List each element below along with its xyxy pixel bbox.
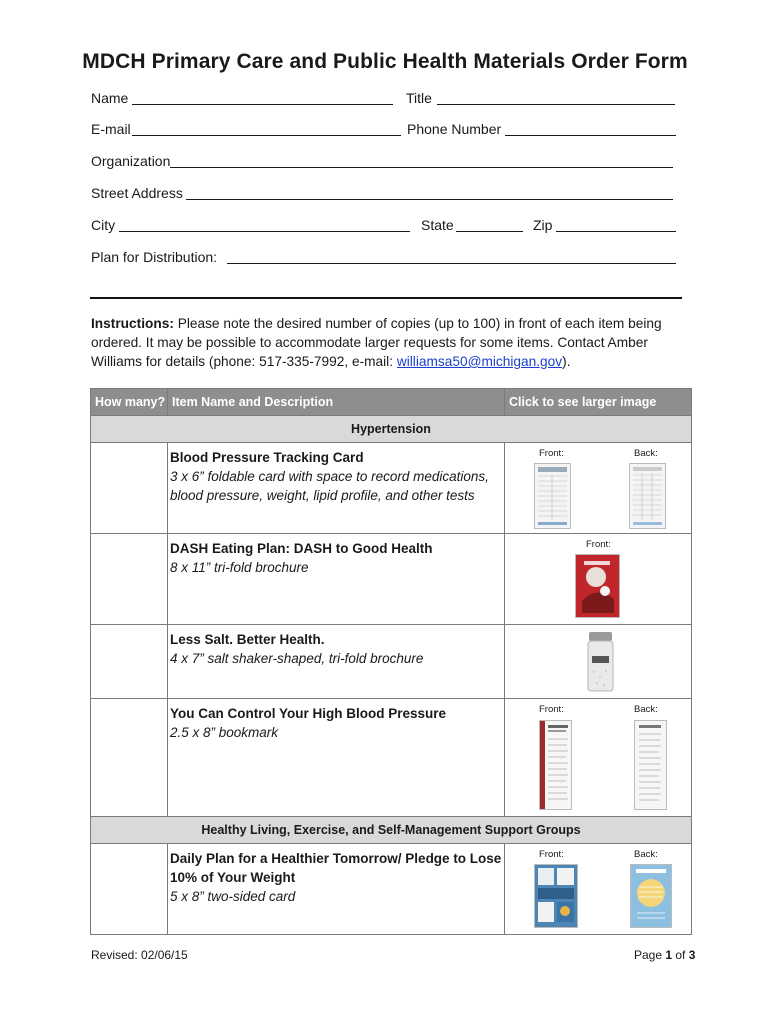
item-description: 5 x 8” two-sided card	[170, 889, 296, 904]
table-header-row	[91, 389, 692, 416]
category-healthy-living: Healthy Living, Exercise, and Self-Management Support Groups	[91, 817, 692, 844]
contact-email-link[interactable]: williamsa50@michigan.gov	[396, 354, 563, 369]
page-title: MDCH Primary Care and Public Health Materials Order Form	[82, 50, 688, 73]
item-cell	[168, 443, 505, 534]
item-name: Daily Plan for a Healthier Tomorrow/ Pledge to Lose 10% of Your Weight	[170, 851, 502, 885]
bookmark-back-image	[635, 721, 666, 809]
email-label: E-mail	[91, 121, 131, 137]
page-number	[634, 948, 695, 962]
revised-date: Revised: 02/06/15	[91, 948, 188, 962]
item-description: 2.5 x 8” bookmark	[170, 725, 279, 740]
table-row	[91, 844, 692, 935]
plan-field[interactable]	[227, 249, 676, 264]
image-cell	[505, 699, 692, 817]
section-divider	[90, 297, 682, 299]
salt-shaker-thumbnail[interactable]	[585, 630, 616, 693]
tracking-card-front-image	[535, 464, 570, 528]
phone-field[interactable]	[505, 121, 676, 136]
bookmark-front-image	[540, 721, 571, 809]
back-label: Back:	[634, 704, 658, 715]
zip-label: Zip	[533, 217, 553, 233]
dash-brochure-thumbnail[interactable]	[575, 554, 620, 618]
city-field[interactable]	[119, 217, 410, 232]
dash-brochure-image	[576, 555, 619, 617]
organization-field[interactable]	[170, 153, 673, 168]
image-cell	[505, 625, 692, 699]
image-cell	[505, 443, 692, 534]
item-name: DASH Eating Plan: DASH to Good Health	[170, 541, 433, 556]
state-field[interactable]	[456, 217, 523, 232]
header-image: Click to see larger image	[505, 389, 692, 416]
front-label: Front:	[539, 704, 564, 715]
image-cell	[505, 844, 692, 935]
table-row	[91, 625, 692, 699]
name-field[interactable]	[132, 90, 393, 105]
item-name: Less Salt. Better Health.	[170, 632, 325, 647]
back-label: Back:	[634, 448, 658, 459]
page-current: 1	[665, 948, 673, 962]
daily-plan-back-thumbnail[interactable]	[630, 864, 672, 928]
category-hypertension: Hypertension	[91, 416, 692, 443]
salt-shaker-image	[585, 630, 616, 693]
front-label: Front:	[586, 539, 611, 550]
title-field[interactable]	[437, 90, 675, 105]
item-cell	[168, 534, 505, 625]
zip-field[interactable]	[556, 217, 676, 232]
daily-plan-front-image	[535, 865, 577, 927]
table-row	[91, 534, 692, 625]
page-prefix: Page	[634, 948, 666, 962]
quantity-input[interactable]	[91, 443, 168, 534]
page-total: 3	[688, 948, 696, 962]
tracking-card-front-thumbnail[interactable]	[534, 463, 571, 529]
phone-label: Phone Number	[407, 121, 502, 137]
quantity-input[interactable]	[91, 844, 168, 935]
email-field[interactable]	[132, 121, 401, 136]
quantity-input[interactable]	[91, 699, 168, 817]
item-cell	[168, 625, 505, 699]
instructions-lead: Instructions:	[91, 316, 174, 331]
state-label: State	[421, 217, 454, 233]
page-of: of	[672, 948, 689, 962]
item-name: You Can Control Your High Blood Pressure	[170, 706, 447, 721]
category-row	[91, 416, 692, 443]
item-name: Blood Pressure Tracking Card	[170, 450, 364, 465]
category-row	[91, 817, 692, 844]
title-label: Title	[406, 90, 432, 106]
daily-plan-back-image	[631, 865, 671, 927]
instructions	[91, 314, 691, 371]
item-cell	[168, 699, 505, 817]
header-item-name: Item Name and Description	[168, 389, 505, 416]
table-row	[91, 699, 692, 817]
header-how-many: How many?	[91, 389, 168, 416]
image-cell	[505, 534, 692, 625]
tracking-card-back-thumbnail[interactable]	[629, 463, 666, 529]
plan-label: Plan for Distribution:	[91, 249, 218, 265]
quantity-input[interactable]	[91, 534, 168, 625]
front-label: Front:	[539, 849, 564, 860]
tracking-card-back-image	[630, 464, 665, 528]
item-description: 8 x 11” tri-fold brochure	[170, 560, 309, 575]
order-table	[90, 388, 692, 935]
bookmark-front-thumbnail[interactable]	[539, 720, 572, 810]
quantity-input[interactable]	[91, 625, 168, 699]
city-label: City	[91, 217, 116, 233]
organization-label: Organization	[91, 153, 171, 169]
item-cell	[168, 844, 505, 935]
street-field[interactable]	[186, 185, 673, 200]
back-label: Back:	[634, 849, 658, 860]
bookmark-back-thumbnail[interactable]	[634, 720, 667, 810]
table-row	[91, 443, 692, 534]
street-label: Street Address	[91, 185, 183, 201]
item-description: 4 x 7” salt shaker-shaped, tri-fold brochure	[170, 651, 424, 666]
item-description: 3 x 6” foldable card with space to record medications, blood pressure, weight, lipid profile, and other tests	[170, 469, 489, 503]
instructions-tail: ).	[562, 354, 571, 369]
instructions-text: Please note the desired number of copies (up to 100) in front of each item being ordered. It may be possible to accommodate larger requests for some items. Contact Amber Williams for details (phone: 517-335-7992, e-mail:	[91, 316, 662, 369]
name-label: Name	[91, 90, 129, 106]
front-label: Front:	[539, 448, 564, 459]
daily-plan-front-thumbnail[interactable]	[534, 864, 578, 928]
